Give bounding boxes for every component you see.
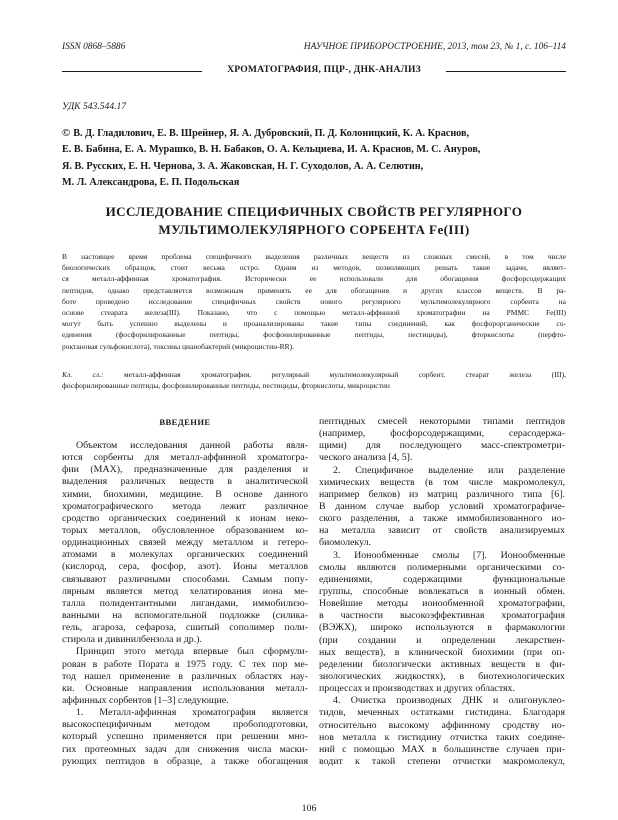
text-line: ческого анализа [4, 5]. (319, 452, 413, 464)
text-line: биомолекул. (319, 537, 371, 549)
text-line: хроматографического метода лежит различное (62, 500, 308, 512)
keywords (62, 369, 566, 391)
text-line: ных веществ), в клинической биохимии (при оп- (319, 646, 565, 658)
text-line: ванными на вспомогательной подложке (силика- (62, 609, 308, 621)
text-line: лярным является метод хелатирования иона ме- (62, 585, 308, 597)
abstract-line: могут быть успешно выделены и проанализированы такие типы соединений, как фосфорорганические со- (62, 319, 566, 329)
text-line: который успешно применяется при решении мно- (62, 731, 308, 743)
text-line: 1. Металл-аффинная хроматография является (76, 707, 308, 719)
author-line: Е. В. Бабина, Е. А. Мурашко, В. Н. Бабаков, О. А. Кельциева, И. А. Краснов, М. С. Ануров, (62, 144, 481, 156)
keywords-label: Кл. сл.: (62, 370, 104, 379)
text-line: аффинных сорбентов [1–3] следующие. (62, 694, 229, 706)
text-line: в частности высокоэффективная хроматография (319, 610, 565, 622)
abstract-line: роктановая сульфокислота), токсины цианобактерий (микроцистин-RR). (62, 341, 295, 351)
text-line: химических веществ (в том числе макромолекул, (319, 476, 565, 488)
text-line: стирола и дивинилбензола и др.). (62, 634, 202, 646)
abstract (62, 251, 566, 352)
text-line: (при создании и определении лекарствен- (319, 634, 565, 646)
author-line: Я. В. Русских, Е. Н. Чернова, З. А. Жаковская, Н. Г. Суходолов, А. А. Селютин, (62, 160, 424, 172)
text-line: нов металла к гистидину отчистка таких соедине- (319, 731, 565, 743)
text-line: щими) для последующего масс-спектрометри- (319, 440, 565, 452)
text-line: ского разделения, а также иммобилизованного ио- (319, 513, 565, 525)
text-line: зиологических жидкостях), в биотехнологических (319, 670, 565, 682)
text-line: ки. Основные направления использования металл- (62, 682, 308, 694)
text-line: торых металлов, обусловленное образованием ко- (62, 524, 308, 536)
text-line: сродство органических соединений к ионам неко- (62, 512, 308, 524)
text-line: ределении биологически активных веществ в фи- (319, 658, 565, 670)
text-line: выделения различных веществ в аналитической (62, 476, 308, 488)
text-line: рующих пептидов в образце, а также обогащения (62, 755, 308, 767)
author-line: М. Л. Александрова, Е. П. Подольская (62, 176, 240, 188)
article-title-line: ИССЛЕДОВАНИЕ СПЕЦИФИЧНЫХ СВОЙСТВ РЕГУЛЯРНОГО (105, 204, 523, 219)
abstract-line: основе стеарата железа(III). Показано, что с помощью металл-аффинной хроматографии на РММС Fe(III) (62, 308, 566, 318)
text-line: Новейшие методы ионообменной хроматографии, (319, 598, 565, 610)
author-line (62, 125, 566, 142)
text-line: Принцип этого метода впервые был сформули- (76, 646, 308, 658)
right-column-body (319, 416, 565, 768)
text-line: 2. Специфичное выделение или разделение (333, 464, 565, 476)
left-column (62, 416, 308, 768)
text-line: ний с помощью МАХ в большинстве случаев при- (319, 743, 565, 755)
text-line: Объектом исследования данной работы явля- (76, 440, 308, 451)
text-line: связывают различными способами. Самым попу- (62, 573, 308, 585)
article-title (62, 203, 566, 239)
text-line: гель, агароза, сефароза, сшитый сополимер поли- (62, 622, 308, 634)
section-title: ХРОМАТОГРАФИЯ, ПЦР-, ДНК-АНАЛИЗ (227, 64, 421, 75)
text-line: ются сорбенты для металл-аффинной хроматогра- (62, 452, 308, 464)
section-header (62, 64, 566, 78)
abstract-line: боте проведено исследование специфичных свойств нового регулярного мультимолекулярного сорбента на (62, 296, 566, 306)
text-line: 4. Очистка производных ДНК и олигонуклео- (333, 695, 565, 707)
text-line: атомами в молекулах органических соединений (62, 549, 308, 561)
text-line: на металла зависит от свойств анализируемых (319, 525, 565, 537)
author-line-text: В. Д. Гладилович, Е. В. Шрейнер, Я. А. Дубровский, П. Д. Колоницкий, К. А. Краснов, (73, 128, 470, 139)
text-line: химии, биохимии, медицине. В основе данного (62, 488, 308, 500)
text-line: относительно высокому аффинному сродству ио- (319, 719, 565, 731)
section-rule-right (446, 71, 566, 72)
journal-citation: НАУЧНОЕ ПРИБОРОСТРОЕНИЕ, 2013, том 23, № 1, c. 106–114 (303, 42, 566, 52)
text-line: фии (МАХ), предназначенные для разделения и (62, 464, 308, 476)
text-line: талла полидентантными лигандами, иммобилизо- (62, 597, 308, 609)
page-number: 106 (301, 803, 317, 814)
udk-code: УДК 543.544.17 (62, 101, 127, 112)
text-line: (ВЭЖХ), широко используются в фармакологии (319, 622, 565, 634)
abstract-line: пептидов, однако представляется возможным применять ее для обогащения и других классов веществ. В ра- (62, 285, 566, 295)
right-column (319, 416, 565, 768)
text-line: смолы являются полимерными органическими со- (319, 561, 565, 573)
text-line: гих протеомных задач для снижения числа маски- (62, 743, 308, 755)
issn-number: ISSN 0868–5886 (62, 42, 126, 52)
text-line: например белков) из матриц различного типа [6]. (319, 488, 565, 500)
section-heading-introduction: ВВЕДЕНИЕ (159, 417, 211, 427)
text-line: тод нашел применение в различных областях нау- (62, 670, 308, 682)
text-line: процессах и производствах и других областях. (319, 683, 515, 695)
keywords-line: фосфорилированные пептиды, фосфонилированные пептиды, пестициды, фторкислоты, микроцистин (62, 381, 390, 391)
keywords-text: металл-аффинная хроматография, регулярный мультимолекулярный сорбент, стеарат железа (III), (123, 370, 566, 379)
text-line: 3. Ионообменные смолы [7]. Ионообменные (333, 549, 565, 561)
text-line: водит к такой степени отчистки макромолекул, (319, 755, 565, 767)
text-line: рован в работе Пората в 1975 году. С тех пор ме- (62, 658, 308, 670)
keywords-line (62, 369, 566, 380)
author-list (62, 125, 566, 191)
section-rule-left (62, 71, 202, 72)
article-title-line: МУЛЬТИМОЛЕКУЛЯРНОГО СОРБЕНТА Fe(III) (158, 222, 470, 237)
copyright-icon: © (62, 127, 71, 139)
text-line: тидов, меченных остатками гистидина. Благодаря (319, 707, 565, 719)
abstract-line: единения (фосфорилированные пептиды, фосфонилированные пептиды, пестициды), фторкислоты (перфто- (62, 330, 566, 340)
text-line: группы, способные вовлекаться в ионный обмен. (319, 585, 565, 597)
abstract-line: ся металл-аффинная хроматография. Исторически ее использовали для обогащения фосфорсодержащих (62, 274, 566, 284)
left-column-body (62, 440, 308, 768)
abstract-line: В настоящее время проблема специфичного выделения различных веществ из сложных смесей, в том числе (62, 252, 566, 261)
text-line: (например, фосфорсодержащими, серасодержа- (319, 428, 565, 440)
text-line: (кислород, сера, фосфор, азот). Ионы металлов (62, 561, 308, 573)
text-line: ординационных связей между металлом и гетеро- (62, 537, 308, 549)
text-line: В данном случае выбор условий хроматографиче- (319, 500, 565, 512)
text-line: единениями, содержащими функциональные (319, 573, 565, 585)
abstract-line: биологических образцов, стоит весьма остро. Одним из методов, позволяющих решать такие задачи, являет- (62, 263, 566, 273)
text-line: высокоспецифичным методом пробоподготовки, (62, 719, 308, 731)
text-line: пептидных смесей некоторыми типами пептидов (319, 416, 565, 427)
